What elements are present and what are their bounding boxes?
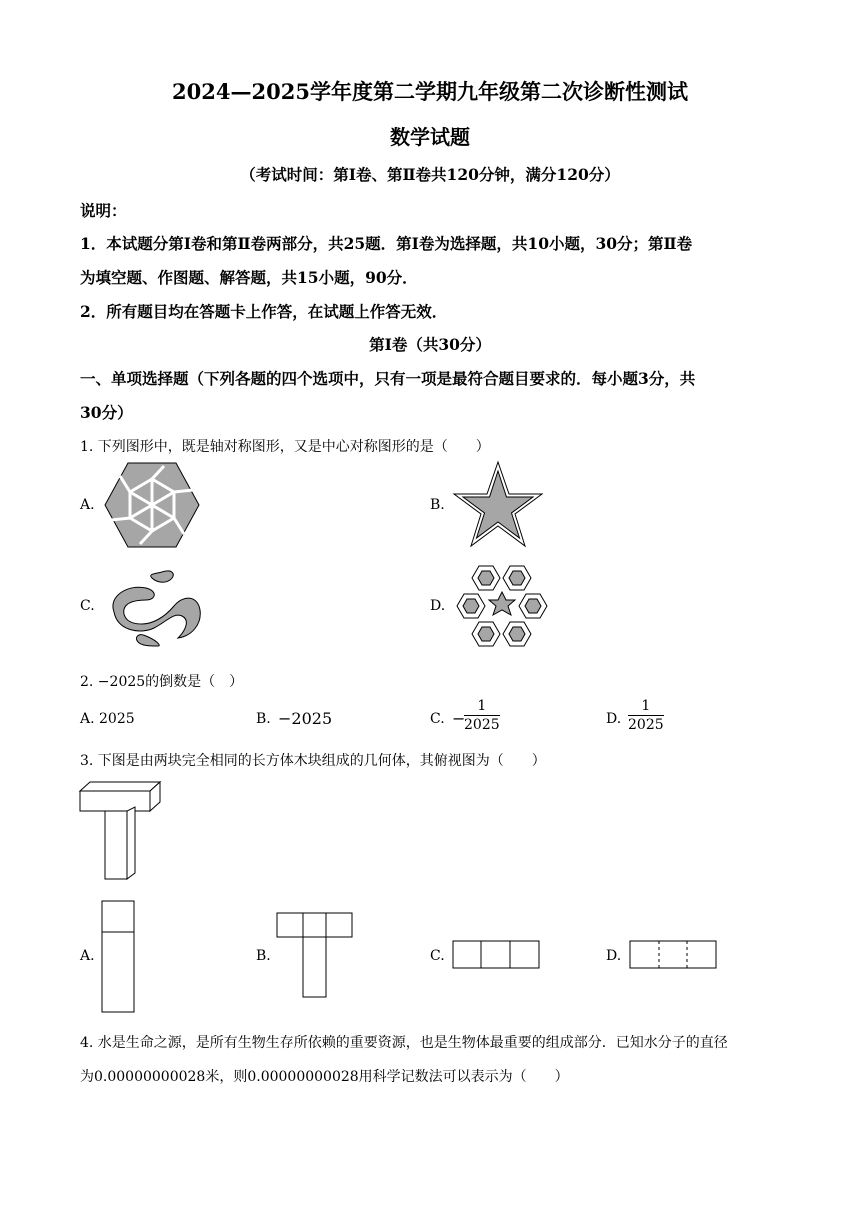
- q2-option-d-denominator: 2025: [628, 717, 664, 733]
- section-heading-line2: 30分）: [80, 403, 133, 422]
- q2-option-b-label: B.: [256, 711, 271, 727]
- q2-option-c-sign: −: [452, 709, 466, 728]
- q1-option-b-label: B.: [430, 497, 445, 513]
- q1-option-d-hexagon-cluster-figure: [455, 564, 549, 648]
- q3-option-d-view: [629, 940, 719, 970]
- q1-option-a-label: A.: [80, 497, 95, 513]
- q3-option-b-label: B.: [256, 948, 271, 964]
- instruction-1-line2: 为填空题、作图题、解答题，共15小题，90分．: [80, 268, 418, 287]
- q2-option-b-value: −2025: [278, 709, 333, 728]
- section-heading-line1: 一、单项选择题（下列各题的四个选项中，只有一项是最符合题目要求的．每小题3分，共: [80, 369, 696, 388]
- q1-option-c-label: C.: [80, 598, 95, 614]
- q1-option-d-label: D.: [430, 598, 446, 614]
- q1-option-b-star-figure: [453, 461, 543, 547]
- q2-option-c-numerator: 1: [464, 698, 500, 716]
- q3-option-c-view: [452, 940, 542, 970]
- q3-option-b-view: [276, 912, 354, 1000]
- question-1-stem: 1. 下列图形中，既是轴对称图形，又是中心对称图形的是（ ）: [80, 439, 490, 455]
- q2-option-d-label: D.: [606, 711, 622, 727]
- exam-title: 2024—2025学年度第二学期九年级第二次诊断性测试: [172, 79, 688, 104]
- question-3-stem: 3. 下图是由两块完全相同的长方体木块组成的几何体，其俯视图为（ ）: [80, 753, 546, 769]
- q3-solid-figure: [79, 781, 163, 881]
- instruction-2: 2．所有题目均在答题卡上作答，在试题上作答无效．: [80, 302, 448, 321]
- question-4-line2: 为0.00000000028米，则0.00000000028用科学记数法可以表示为（ ）: [80, 1069, 569, 1085]
- q3-option-c-label: C.: [430, 948, 445, 964]
- question-4-line1: 4. 水是生命之源，是所有生物生存所依赖的重要资源，也是生物体最重要的组成部分．已知水分子的直径: [80, 1035, 728, 1051]
- paper-subtitle: 数学试题: [390, 125, 470, 149]
- q3-option-d-label: D.: [606, 948, 622, 964]
- exam-info: （考试时间：第Ⅰ卷、第Ⅱ卷共120分钟，满分120分）: [240, 165, 620, 184]
- q3-option-a-view: [101, 900, 135, 1014]
- instructions-heading: 说明：: [80, 201, 127, 220]
- q1-option-a-hexagon-figure: [104, 462, 200, 548]
- q2-option-a: A. 2025: [80, 711, 135, 727]
- part1-heading: 第Ⅰ卷（共30分）: [369, 335, 491, 354]
- q2-option-c-label: C.: [430, 711, 445, 727]
- instruction-1-line1: 1．本试题分第Ⅰ卷和第Ⅱ卷两部分，共25题．第Ⅰ卷为选择题，共10小题，30分；第Ⅱ卷: [80, 234, 693, 253]
- q1-option-c-swirl-figure: [102, 566, 202, 650]
- q2-option-c-denominator: 2025: [464, 717, 500, 733]
- q2-option-d-numerator: 1: [628, 698, 664, 716]
- q2-option-c-fraction: [464, 698, 500, 733]
- q2-option-d-fraction: [628, 698, 664, 733]
- question-2-stem: 2. −2025的倒数是（ ）: [80, 674, 244, 690]
- q3-option-a-label: A.: [80, 948, 95, 964]
